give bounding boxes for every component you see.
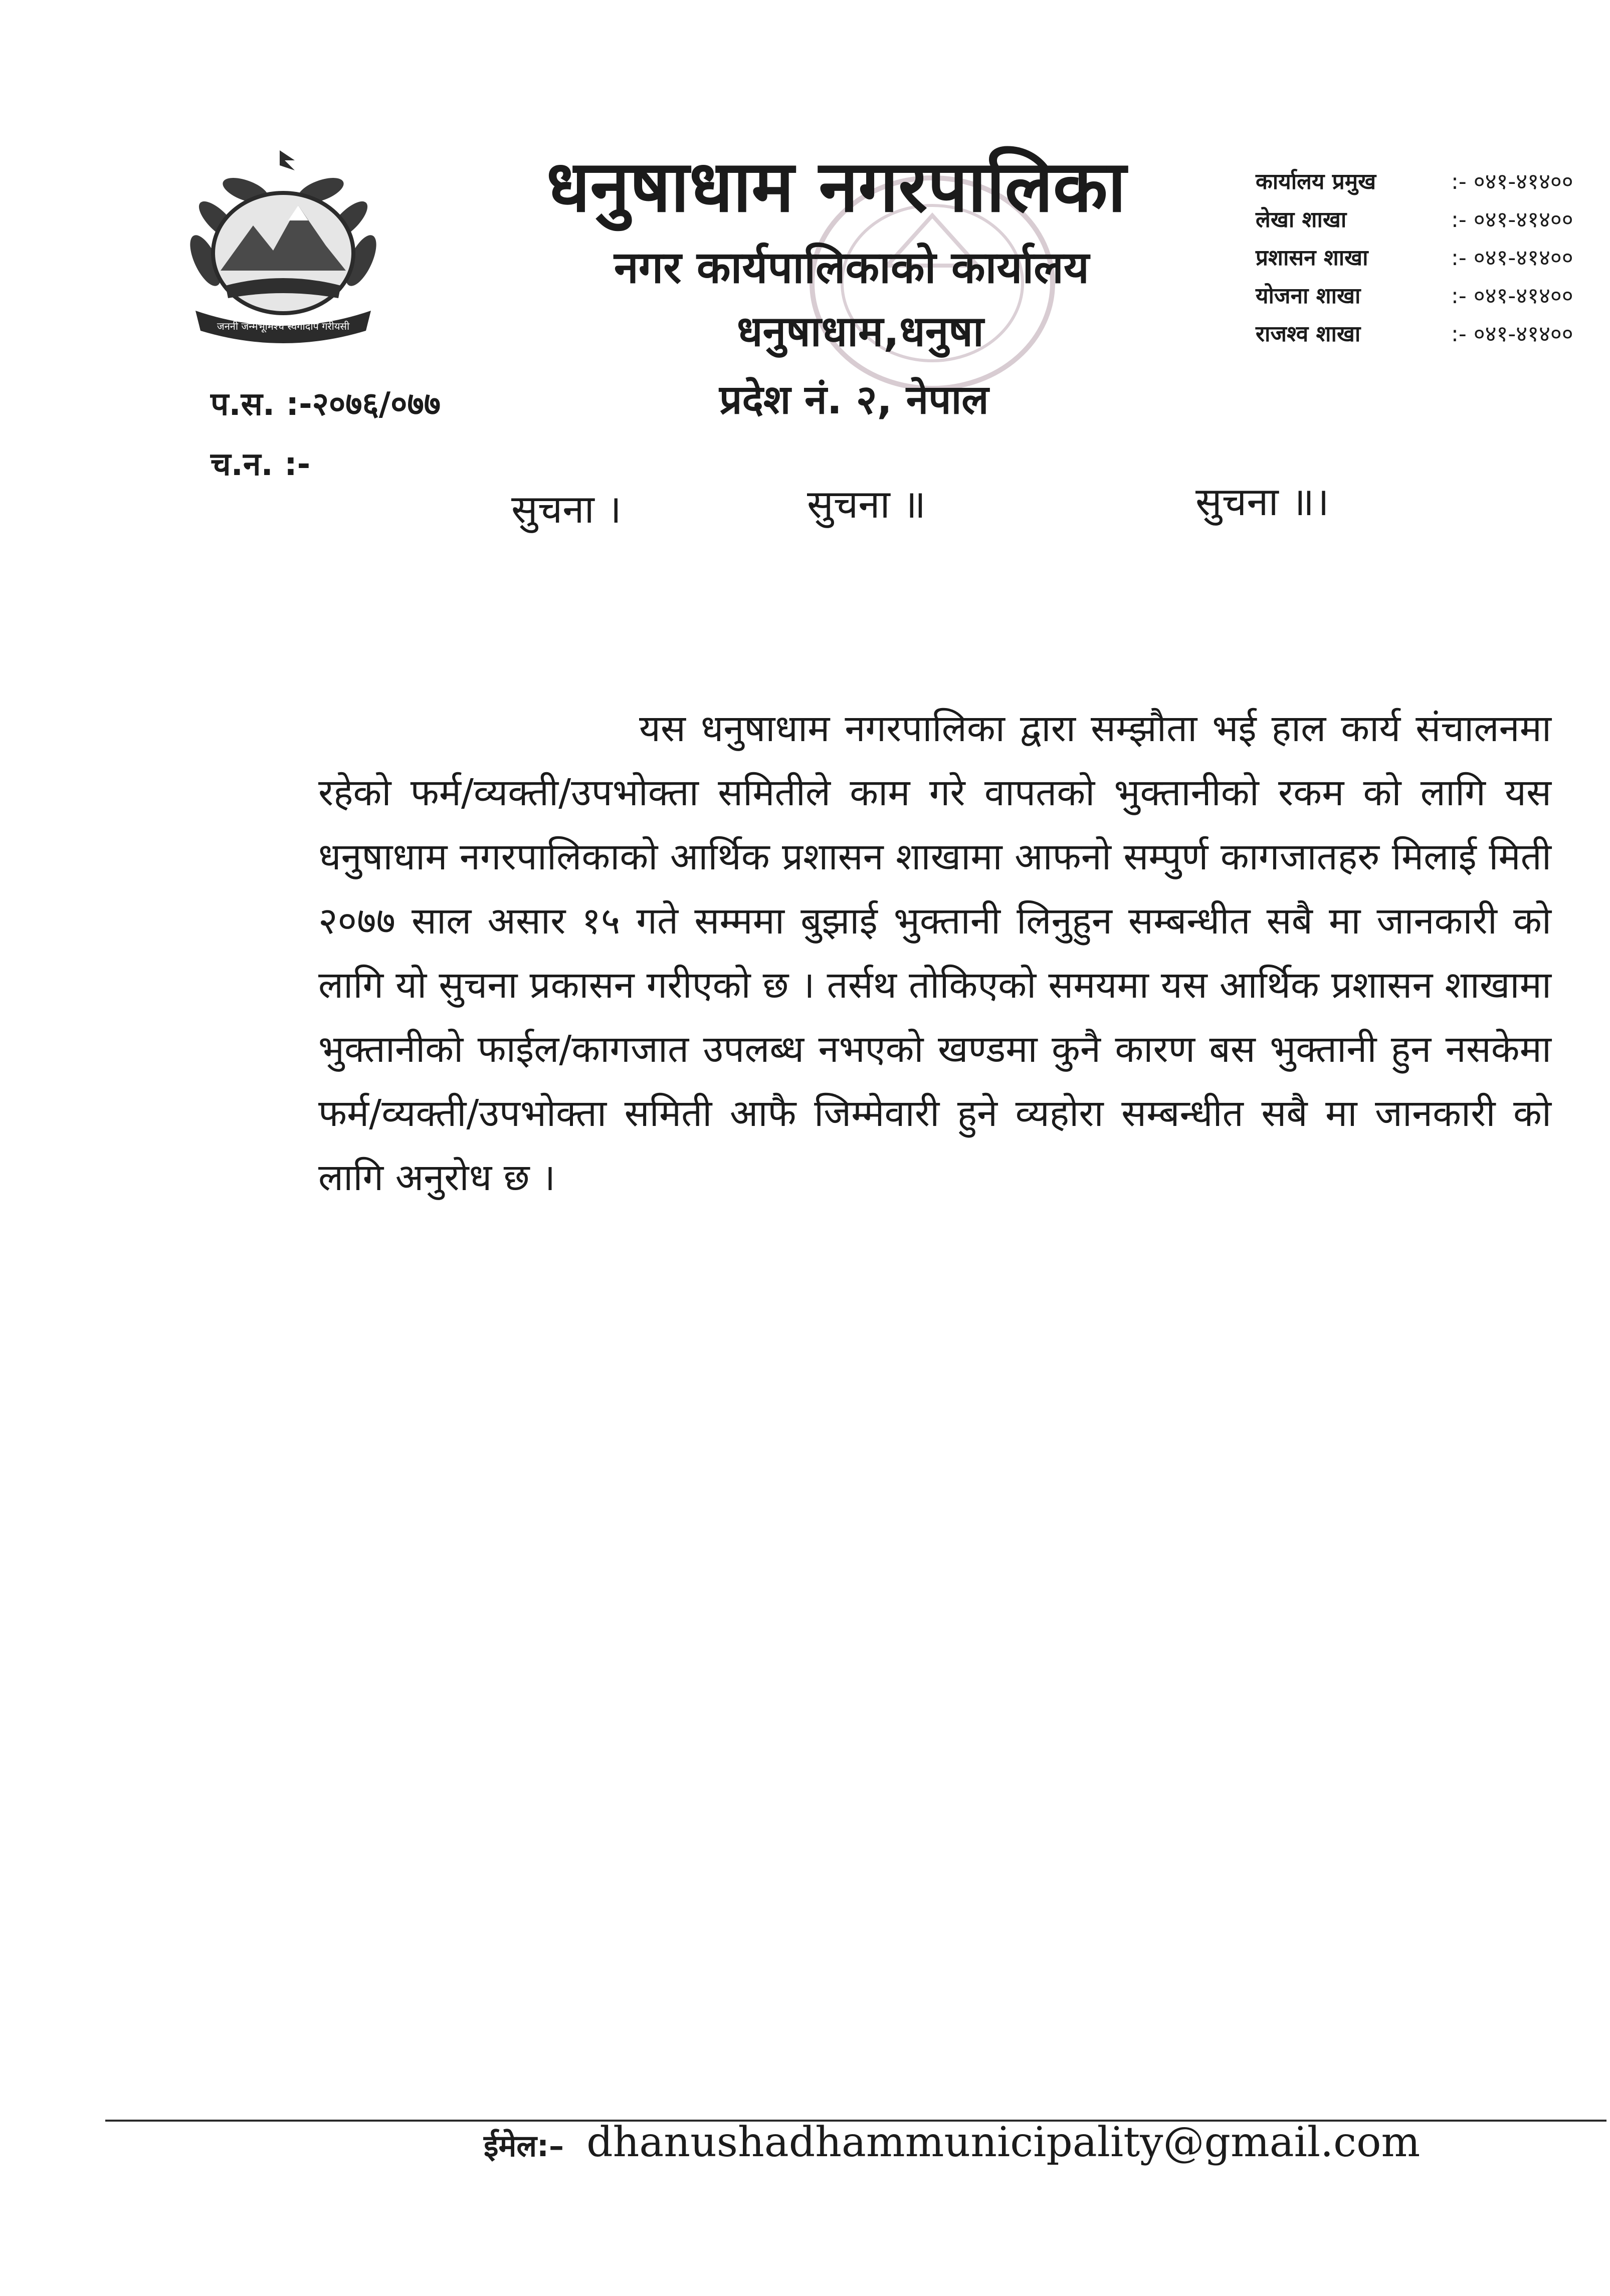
contact-row-revenue bbox=[1256, 318, 1610, 356]
office-title: धनुषाधाम नगरपालिका bbox=[546, 145, 1126, 228]
letter-reference-number: प.स. :-२०७६/०७७ bbox=[211, 386, 441, 423]
email-label: ईमेल:– bbox=[484, 2129, 564, 2164]
contact-row-chief bbox=[1256, 165, 1610, 203]
contact-row-accounts bbox=[1256, 203, 1610, 242]
contact-number: :- ०४१-४१४०० bbox=[1451, 283, 1573, 309]
nepal-emblem-icon bbox=[165, 145, 401, 356]
office-subtitle: नगर कार्यपालिकाको कार्यालय bbox=[614, 242, 1089, 293]
notice-heading-1: सुचना । bbox=[511, 487, 622, 532]
contact-label: प्रशासन शाखा bbox=[1256, 245, 1368, 271]
office-location: धनुषाधाम,धनुषा bbox=[737, 307, 984, 356]
office-province: प्रदेश नं. २, नेपाल bbox=[719, 376, 989, 423]
footer-email bbox=[484, 2119, 1421, 2166]
email-address: dhanushadhammunicipality@gmail.com bbox=[586, 2119, 1421, 2166]
contact-row-administration bbox=[1256, 242, 1610, 280]
contact-label: लेखा शाखा bbox=[1256, 207, 1347, 233]
contact-row-planning bbox=[1256, 280, 1610, 318]
notice-body: यस धनुषाधाम नगरपालिका द्वारा सम्झौता भई हाल कार्य संचालनमा रहेको फर्म/व्यक्ती/उपभोक्ता समितीले काम गरे वापतको भुक्तानीको रकम को लागि यस धनुषाधाम नगरपालिकाको आर्थिक प्रशासन शाखामा आफनो सम्पुर्ण कागजातहरु मिलाई मिती २०७७ साल असार १५ गते सम्ममा बुझाई भुक्तानी लिनुहुन सम्बन्धीत सबै मा जानकारी को लागि यो सुचना प्रकासन गरीएको छ । तर्सथ तोकिएको समयमा यस आर्थिक प्रशासन शाखामा भुक्तानीको फाईल/कागजात उपलब्ध नभएको खण्डमा कुनै कारण बस भुक्तानी हुन नसकेमा फर्म/व्यक्ती/उपभोक्ता समिती आफै जिम्मेवारी हुने व्यहोरा सम्बन्धीत सबै मा जानकारी को लागि अनुरोध छ । bbox=[318, 707, 1551, 1199]
contact-label: राजश्व शाखा bbox=[1256, 321, 1361, 347]
contact-number: :- ०४१-४१४०० bbox=[1451, 245, 1573, 271]
contact-number: :- ०४१-४१४०० bbox=[1451, 207, 1573, 233]
contact-number: :- ०४१-४१४०० bbox=[1451, 321, 1573, 347]
contact-label: योजना शाखा bbox=[1256, 283, 1361, 309]
dispatch-number: च.न. :- bbox=[211, 446, 311, 483]
contact-list bbox=[1256, 165, 1610, 356]
svg-text:जननी जन्मभूमिश्च स्वर्गादपि गर: जननी जन्मभूमिश्च स्वर्गादपि गरीयसी bbox=[217, 320, 350, 332]
contact-number: :- ०४१-४१४०० bbox=[1451, 169, 1573, 194]
notice-heading-2: सुचना ॥ bbox=[807, 482, 926, 527]
notice-heading-3: सुचना ॥। bbox=[1195, 480, 1329, 525]
contact-label: कार्यालय प्रमुख bbox=[1256, 169, 1376, 194]
